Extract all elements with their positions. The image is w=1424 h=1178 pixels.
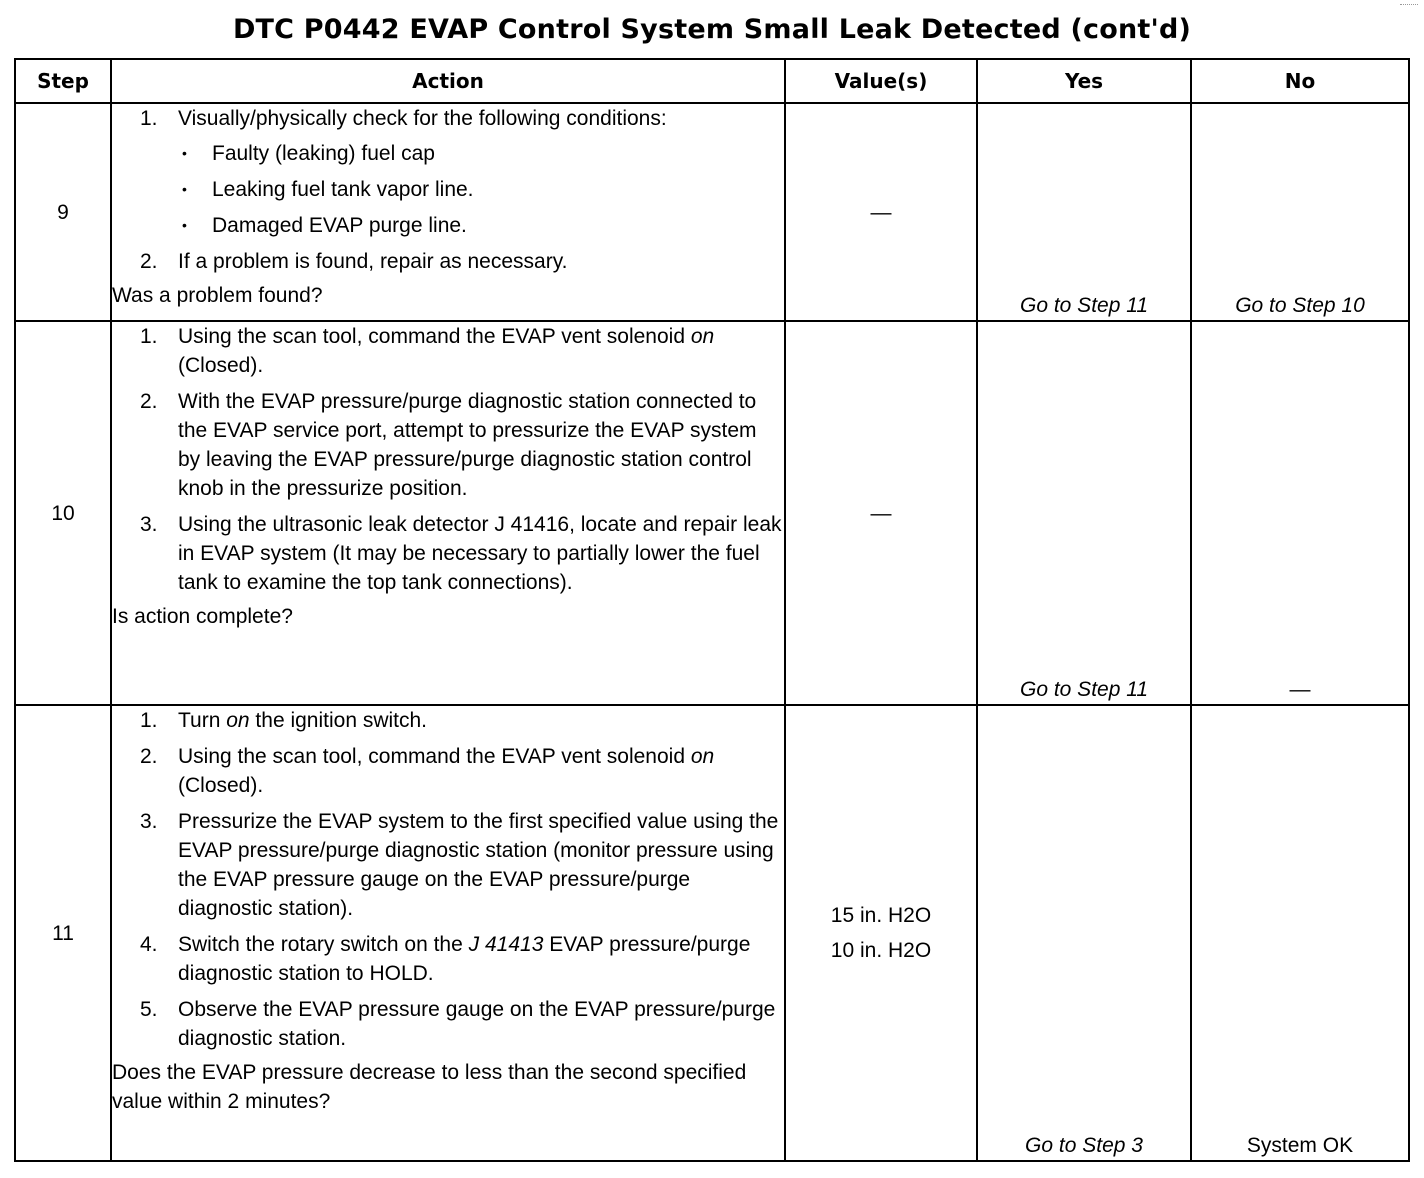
table-row bbox=[15, 321, 1409, 705]
action-item bbox=[112, 742, 784, 800]
column-header-yes: Yes bbox=[977, 59, 1191, 103]
action-list bbox=[112, 322, 784, 597]
action-item bbox=[112, 995, 784, 1053]
action-item-number: 1. bbox=[140, 325, 158, 348]
yes-result: Go to Step 11 bbox=[1019, 678, 1149, 701]
column-header-no: No bbox=[1191, 59, 1409, 103]
yes-cell bbox=[977, 705, 1191, 1161]
action-item-text: the ignition switch. bbox=[249, 709, 428, 732]
action-item-number: 3. bbox=[140, 810, 158, 833]
values-cell bbox=[785, 103, 977, 321]
column-header-step: Step bbox=[15, 59, 111, 103]
step-number: 11 bbox=[15, 705, 111, 1161]
action-cell bbox=[111, 705, 785, 1161]
values-cell bbox=[785, 705, 977, 1161]
action-item-emphasis: on bbox=[226, 709, 250, 732]
action-item bbox=[112, 930, 784, 988]
action-item-emphasis: on bbox=[690, 745, 715, 768]
action-item-text: Using the scan tool, command the EVAP vent solenoid bbox=[178, 325, 691, 348]
yes-result: Go to Step 11 bbox=[1019, 294, 1149, 317]
action-cell bbox=[111, 321, 785, 705]
action-item bbox=[112, 322, 784, 380]
action-cell bbox=[111, 103, 785, 321]
specified-value-first: 15 in. H2O bbox=[830, 904, 932, 927]
action-item-text: Visually/physically check for the following conditions: bbox=[178, 107, 667, 130]
no-result: — bbox=[1289, 678, 1311, 701]
action-item-emphasis: J 41413 bbox=[468, 933, 544, 956]
action-item bbox=[112, 706, 784, 735]
yes-cell bbox=[977, 321, 1191, 705]
column-header-action: Action bbox=[111, 59, 785, 103]
action-item-text: Using the ultrasonic leak detector J 41416, locate and repair leak in EVAP system (It may be necessary to partially lower the fuel tank to examine the top tank connections). bbox=[178, 513, 782, 594]
scan-mark bbox=[1400, 4, 1418, 5]
table-header-row bbox=[15, 59, 1409, 103]
table-row bbox=[15, 103, 1409, 321]
no-result: System OK bbox=[1246, 1134, 1354, 1157]
condition-item: • Leaking fuel tank vapor line. bbox=[178, 175, 784, 204]
action-item-text: Pressurize the EVAP system to the first specified value using the EVAP pressure/purge diagnostic station (monitor pressure using the EVAP pressure gauge on the EVAP pressure/purge diagnostic station). bbox=[178, 810, 779, 920]
action-item bbox=[112, 247, 784, 276]
yes-result: Go to Step 3 bbox=[1025, 1134, 1143, 1157]
page-title: DTC P0442 EVAP Control System Small Leak Detected (cont'd) bbox=[232, 14, 1192, 45]
action-item-text: If a problem is found, repair as necessary. bbox=[178, 250, 568, 273]
action-item-text: (Closed). bbox=[178, 774, 264, 797]
column-header-values: Value(s) bbox=[785, 59, 977, 103]
action-item-text: Turn bbox=[178, 709, 227, 732]
action-list bbox=[112, 706, 784, 1053]
condition-item: • Faulty (leaking) fuel cap bbox=[178, 139, 784, 168]
no-result: Go to Step 10 bbox=[1235, 294, 1365, 317]
action-item-number: 2. bbox=[140, 745, 158, 768]
action-item-number: 3. bbox=[140, 513, 158, 536]
diagnostic-table bbox=[14, 58, 1410, 1162]
action-item bbox=[112, 104, 784, 240]
action-item-text: EVAP pressure/purge diagnostic station to HOLD. bbox=[178, 933, 751, 985]
action-item-number: 2. bbox=[140, 390, 158, 413]
condition-item: • Damaged EVAP purge line. bbox=[178, 211, 784, 240]
action-item-number: 2. bbox=[140, 250, 158, 273]
no-value-dash: — bbox=[870, 200, 892, 224]
action-question: Was a problem found? bbox=[112, 284, 323, 307]
action-question: Is action complete? bbox=[112, 605, 293, 628]
action-item-number: 4. bbox=[140, 933, 158, 956]
no-cell bbox=[1191, 103, 1409, 321]
action-item-number: 5. bbox=[140, 998, 158, 1021]
values-cell bbox=[785, 321, 977, 705]
action-item bbox=[112, 510, 784, 597]
action-item-text: Switch the rotary switch on the bbox=[178, 933, 469, 956]
action-item-text: With the EVAP pressure/purge diagnostic station connected to the EVAP service port, attempt to pressurize the EVAP system by leaving the EVAP pressure/purge diagnostic station control knob in the pressurize position. bbox=[178, 390, 757, 500]
no-cell bbox=[1191, 321, 1409, 705]
action-item bbox=[112, 807, 784, 923]
action-item-number: 1. bbox=[140, 107, 158, 130]
specified-value-second: 10 in. H2O bbox=[830, 939, 932, 962]
no-value-dash: — bbox=[870, 501, 892, 525]
yes-cell bbox=[977, 103, 1191, 321]
no-cell bbox=[1191, 705, 1409, 1161]
action-item-emphasis: on bbox=[690, 325, 715, 348]
action-question: Does the EVAP pressure decrease to less than the second specified value within 2 minutes? bbox=[112, 1061, 747, 1113]
step-number: 10 bbox=[15, 321, 111, 705]
action-item-text: (Closed). bbox=[178, 354, 264, 377]
condition-list bbox=[178, 139, 784, 240]
action-item bbox=[112, 387, 784, 503]
step-number: 9 bbox=[15, 103, 111, 321]
table-row bbox=[15, 705, 1409, 1161]
action-item-text: Observe the EVAP pressure gauge on the EVAP pressure/purge diagnostic station. bbox=[178, 998, 776, 1050]
action-item-text: Using the scan tool, command the EVAP vent solenoid bbox=[178, 745, 691, 768]
action-item-number: 1. bbox=[140, 709, 158, 732]
action-list bbox=[112, 104, 784, 276]
